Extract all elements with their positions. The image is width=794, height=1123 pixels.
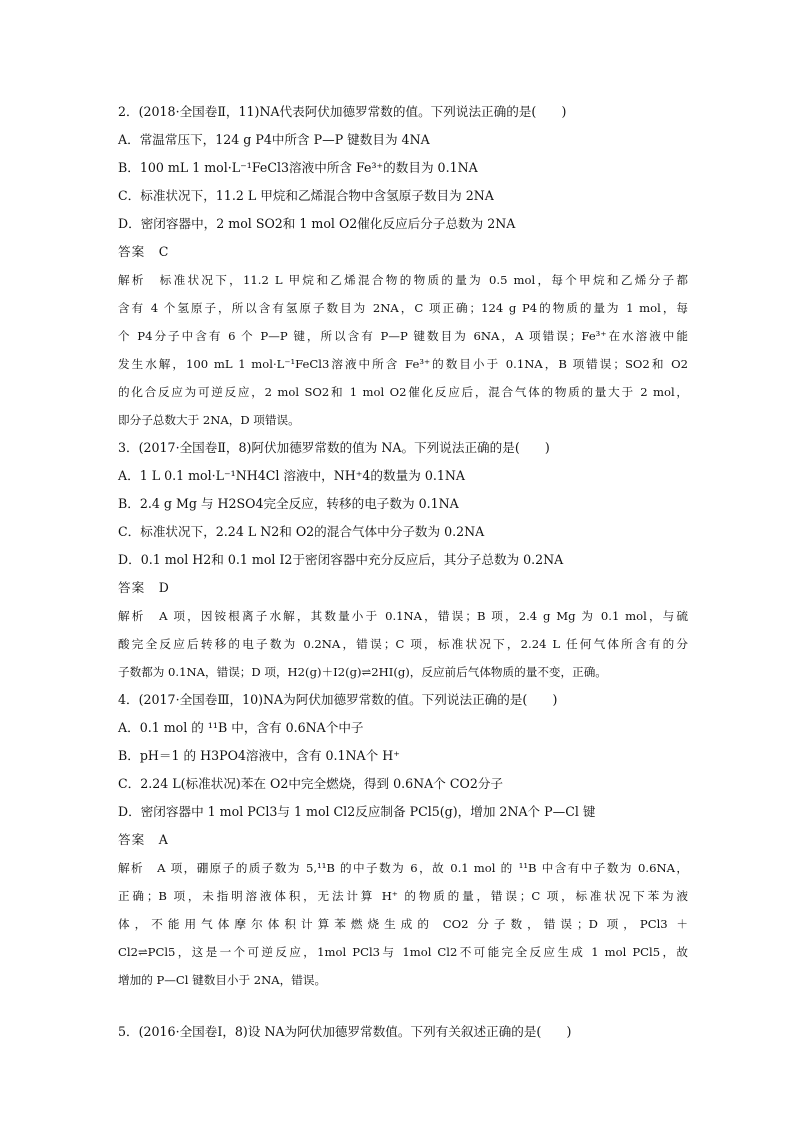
option-c: C．2.24 L(标准状况)苯在 O2中完全燃烧，得到 0.6NA个 CO2分子 — [118, 776, 504, 791]
explanation-line: 酸完全反应后转移的电子数为 0.2NA，错误；C 项，标准状况下，2.24 L 任何气体所含有的分 — [118, 637, 688, 651]
option-b: B．2.4 g Mg 与 H2SO4完全反应，转移的电子数为 0.1NA — [118, 496, 459, 511]
explanation-line: 含有 4 个氢原子，所以含有氢原子数目为 2NA，C 项正确；124 g P4的物质的量为 1 mol，每 — [118, 301, 688, 315]
explanation-line: 体，不能用气体摩尔体积计算苯燃烧生成的 CO2 分子数，错误；D 项，PCl3 ＋ — [118, 917, 688, 931]
question-stem: 4．(2017·全国卷Ⅲ，10)NA为阿伏加德罗常数的值。下列说法正确的是( ) — [118, 692, 558, 707]
explanation-line: 个 P4分子中含有 6 个 P—P 键，所以含有 P—P 键数目为 6NA，A 项错误；Fe³⁺在水溶液中能 — [118, 329, 688, 343]
section-gap — [118, 994, 688, 1018]
option-b: B．100 mL 1 mol·L⁻¹FeCl3溶液中所含 Fe³⁺的数目为 0.1NA — [118, 160, 478, 175]
document-page — [118, 98, 688, 1046]
answer: 答案 A — [118, 832, 169, 847]
explanation-line: 正确；B 项，未指明溶液体积，无法计算 H⁺ 的物质的量，错误；C 项，标准状况下苯为液 — [118, 889, 688, 903]
option-c: C．标准状况下，11.2 L 甲烷和乙烯混合物中含氢原子数目为 2NA — [118, 188, 494, 203]
option-a: A．1 L 0.1 mol·L⁻¹NH4Cl 溶液中，NH⁺4的数量为 0.1NA — [118, 468, 465, 483]
explanation-line: 解析 标准状况下，11.2 L 甲烷和乙烯混合物的物质的量为 0.5 mol，每个甲烷和乙烯分子都 — [118, 273, 688, 287]
answer: 答案 C — [118, 244, 170, 259]
option-c: C．标准状况下，2.24 L N2和 O2的混合气体中分子数为 0.2NA — [118, 524, 485, 539]
option-d: D．密闭容器中，2 mol SO2和 1 mol O2催化反应后分子总数为 2NA — [118, 216, 516, 231]
question-stem: 5．(2016·全国卷Ⅰ，8)设 NA为阿伏加德罗常数值。下列有关叙述正确的是( ) — [118, 1024, 572, 1039]
option-d: D．密闭容器中 1 mol PCl3与 1 mol Cl2反应制备 PCl5(g)，增加 2NA个 P—Cl 键 — [118, 804, 596, 819]
question-2 — [118, 98, 688, 434]
question-stem: 3．(2017·全国卷Ⅱ，8)阿伏加德罗常数的值为 NA。下列说法正确的是( ) — [118, 440, 550, 455]
explanation-line: 的化合反应为可逆反应，2 mol SO2和 1 mol O2催化反应后，混合气体的物质的量大于 2 mol， — [118, 385, 688, 399]
question-5 — [118, 1018, 688, 1046]
answer: 答案 D — [118, 580, 170, 595]
question-stem: 2．(2018·全国卷Ⅱ，11)NA代表阿伏加德罗常数的值。下列说法正确的是( ) — [118, 104, 567, 119]
explanation-line: Cl2⇌PCl5，这是一个可逆反应，1mol PCl3与 1mol Cl2不可能完全反应生成 1 mol PCl5，故 — [118, 945, 688, 959]
explanation-line: 即分子总数大于 2NA，D 项错误。 — [118, 413, 300, 427]
explanation-line: 解析 A 项，硼原子的质子数为 5,¹¹B 的中子数为 6，故 0.1 mol 的 ¹¹B 中含有中子数为 0.6NA， — [118, 861, 688, 875]
explanation-line: 增加的 P—Cl 键数目小于 2NA，错误。 — [118, 973, 327, 987]
question-4 — [118, 686, 688, 994]
option-a: A．常温常压下，124 g P4中所含 P—P 键数目为 4NA — [118, 132, 430, 147]
explanation-line: 解析 A 项，因铵根离子水解，其数量小于 0.1NA，错误；B 项，2.4 g Mg 为 0.1 mol，与硫 — [118, 609, 688, 623]
option-a: A．0.1 mol 的 ¹¹B 中，含有 0.6NA个中子 — [118, 720, 364, 735]
question-3 — [118, 434, 688, 686]
option-b: B．pH＝1 的 H3PO4溶液中，含有 0.1NA个 H⁺ — [118, 748, 400, 763]
explanation-line: 子数都为 0.1NA，错误；D 项，H2(g)＋I2(g)⇌2HI(g)，反应前后气体物质的量不变，正确。 — [118, 665, 607, 679]
option-d: D．0.1 mol H2和 0.1 mol I2于密闭容器中充分反应后，其分子总数为 0.2NA — [118, 552, 564, 567]
explanation-line: 发生水解，100 mL 1 mol·L⁻¹FeCl3溶液中所含 Fe³⁺的数目小于 0.1NA，B 项错误；SO2和 O2 — [118, 357, 688, 371]
